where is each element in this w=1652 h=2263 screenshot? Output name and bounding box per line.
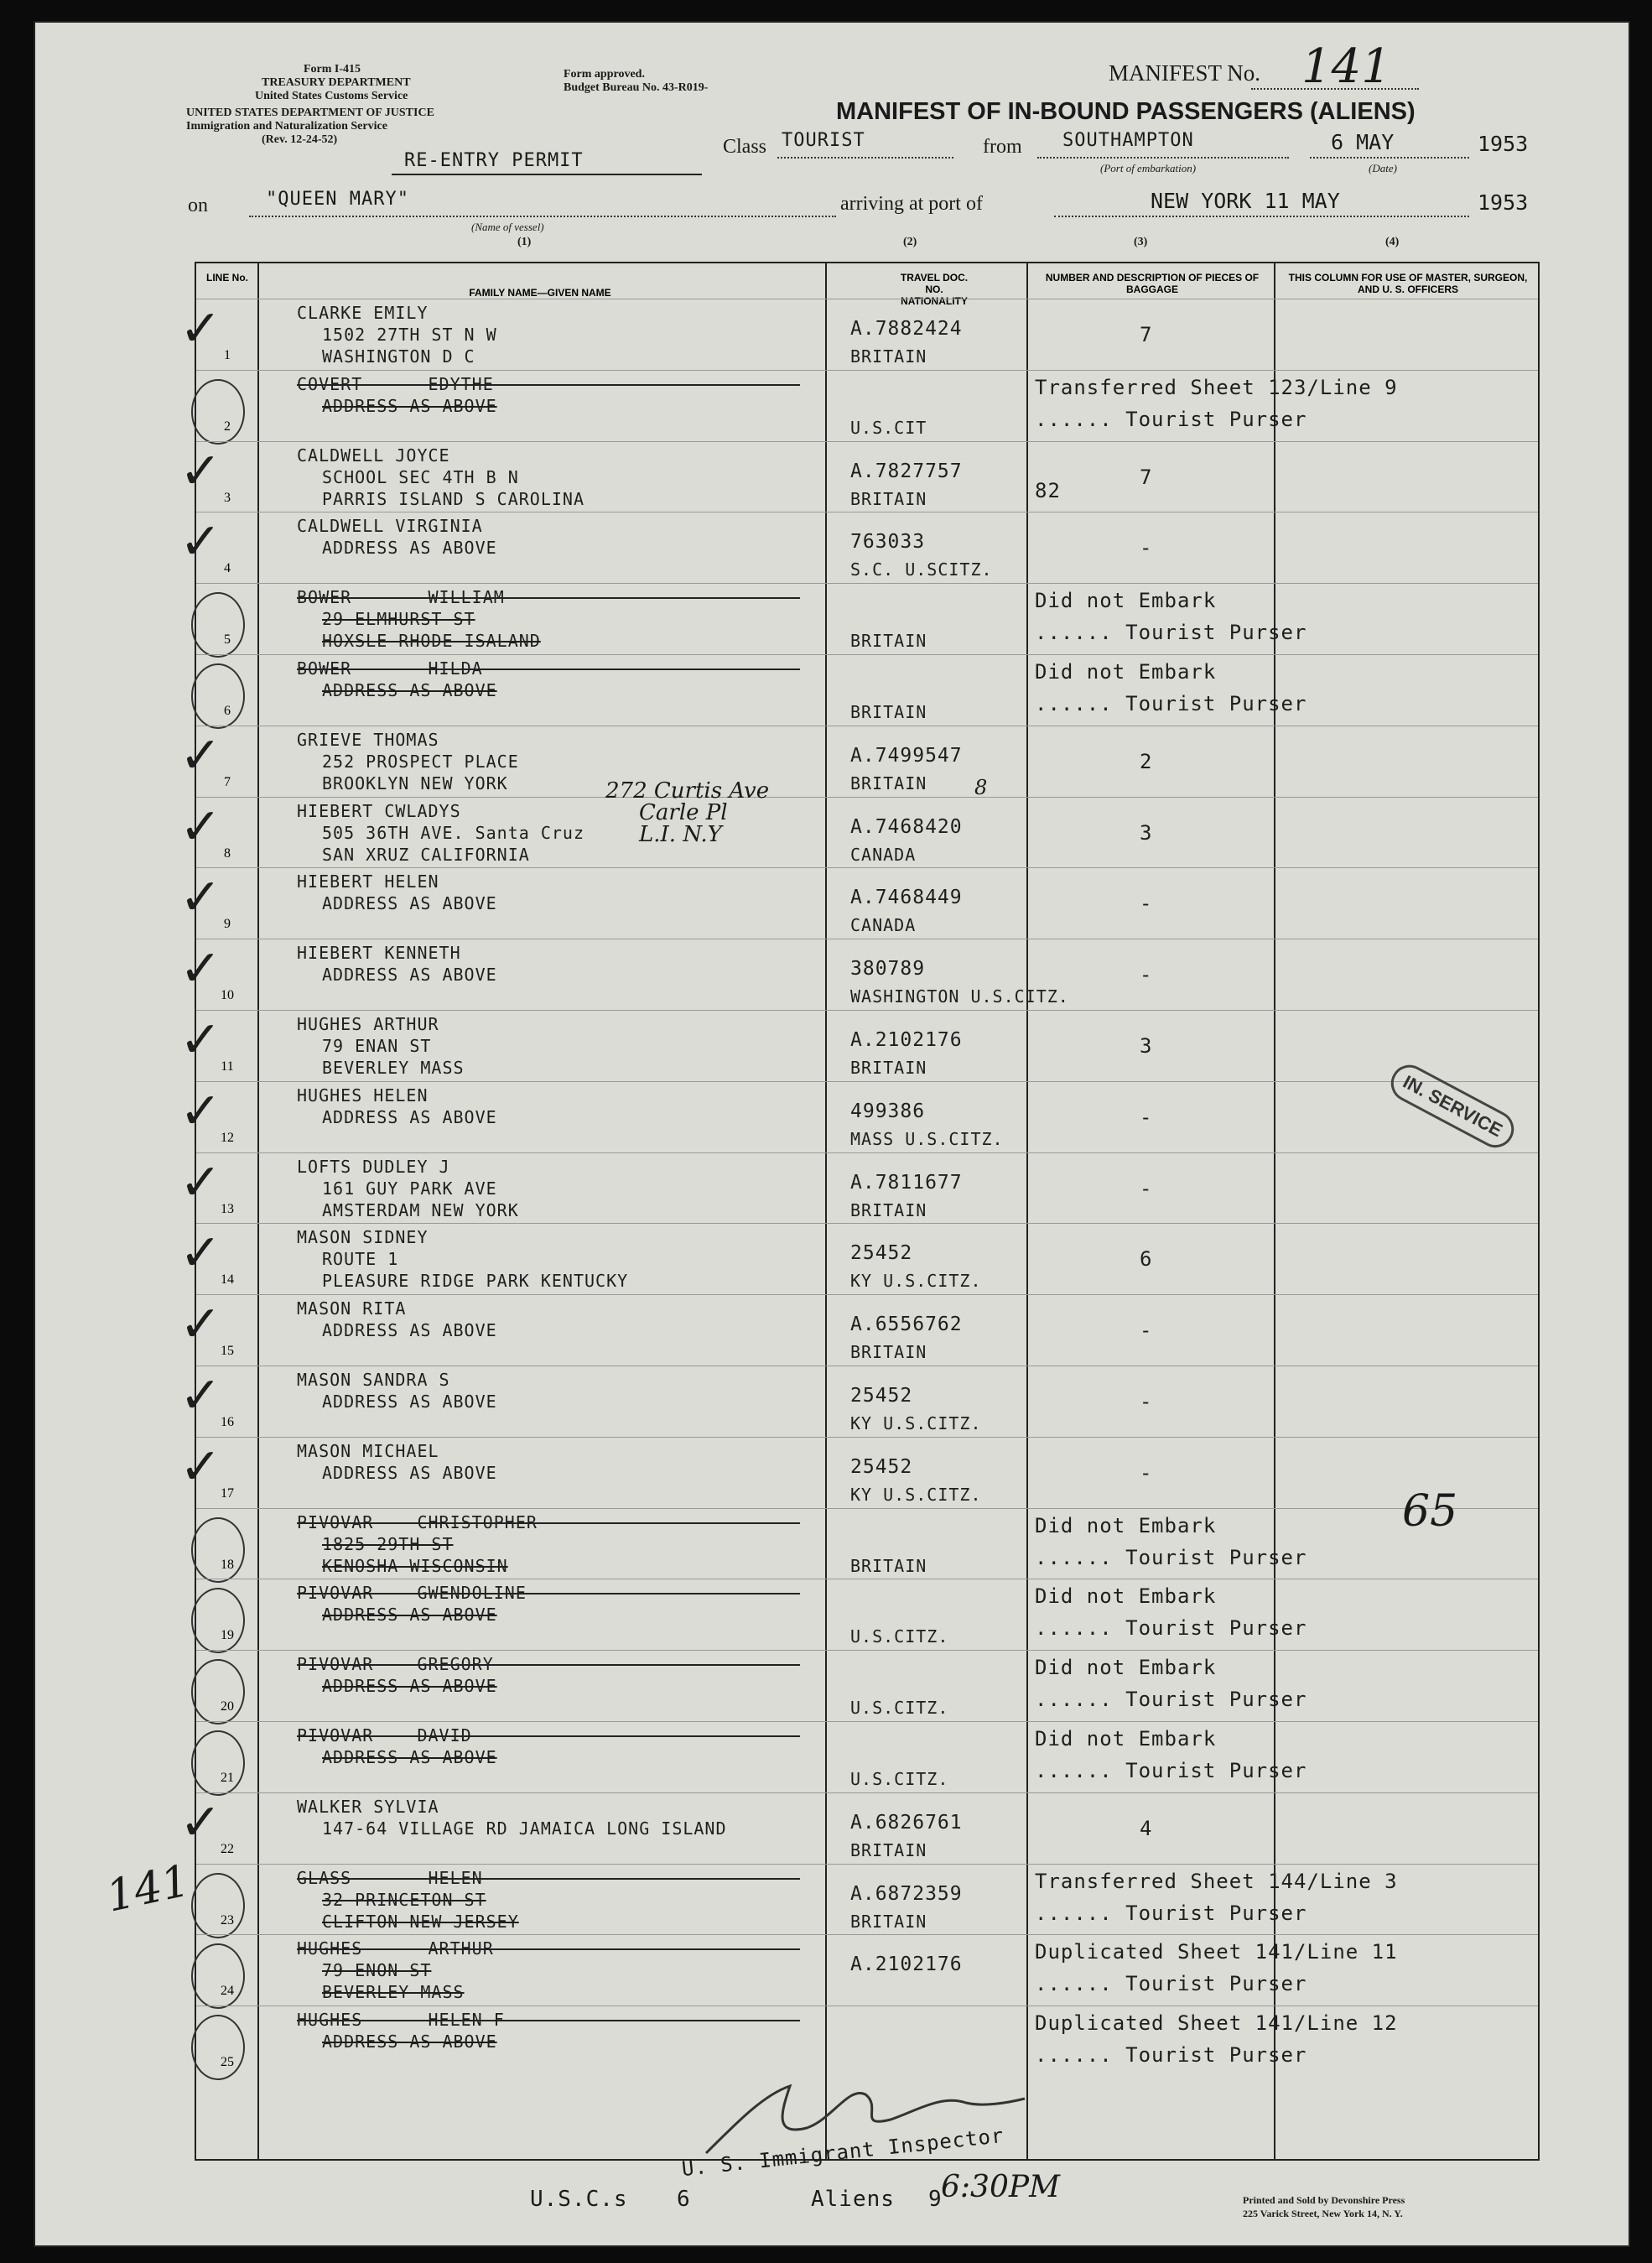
nationality: KY U.S.CITZ.	[850, 1413, 982, 1433]
address-line-2: BEVERLEY MASS	[322, 1982, 465, 2003]
address-line-1: ADDRESS AS ABOVE	[322, 1747, 497, 1767]
passenger-name: HUGHES------HELEN F	[297, 2010, 505, 2031]
officer-note-2: ...... Tourist Purser	[1035, 1616, 1307, 1641]
circle-mark	[191, 1873, 245, 1938]
travel-doc-number: A.6872359	[850, 1882, 963, 1905]
circle-mark	[191, 663, 245, 729]
officer-note-2: ...... Tourist Purser	[1035, 1688, 1307, 1712]
address-line-2: PARRIS ISLAND S CAROLINA	[322, 488, 584, 509]
form-id: Form I-415	[304, 63, 361, 75]
officer-note-2: 82	[1035, 478, 1061, 502]
nationality: BRITAIN	[850, 346, 927, 367]
strike-line	[297, 1735, 800, 1737]
nationality: S.C. U.SCITZ.	[850, 559, 993, 580]
travel-doc-number: A.7882424	[850, 318, 963, 340]
check-mark: ✓	[179, 1366, 222, 1425]
table-row	[196, 1864, 1538, 1937]
passenger-name: GLASS-------HELEN	[297, 1867, 483, 1888]
nationality: BRITAIN	[850, 702, 927, 722]
address-line-1: ADDRESS AS ABOVE	[322, 965, 497, 986]
baggage-count: 6	[1140, 1247, 1153, 1272]
table-row	[179, 441, 1538, 514]
baggage-count: -	[1140, 963, 1153, 987]
table-row	[196, 1579, 1538, 1652]
passenger-name: HUGHES HELEN	[297, 1085, 429, 1105]
address-line-2: BROOKLYN NEW YORK	[322, 773, 508, 793]
travel-doc-number: A.2102176	[850, 1029, 963, 1051]
strike-line	[297, 597, 800, 599]
address-line-2: AMSTERDAM NEW YORK	[322, 1199, 519, 1220]
address-line-1: 252 PROSPECT PLACE	[322, 751, 519, 772]
passenger-name: MASON SANDRA S	[297, 1370, 450, 1390]
year-2: 1953	[1478, 190, 1529, 215]
check-mark: ✓	[179, 868, 222, 928]
address-line-1: ADDRESS AS ABOVE	[322, 1106, 497, 1127]
check-mark: ✓	[179, 1792, 222, 1852]
col-ref-3: (3)	[1134, 236, 1148, 248]
address-line-2: HOXSLE RHODE ISALAND	[322, 631, 541, 652]
address-line-1: ADDRESS AS ABOVE	[322, 538, 497, 559]
nationality: MASS U.S.CITZ.	[850, 1128, 1004, 1149]
manifest-page	[34, 21, 1630, 2247]
customs-service: United States Customs Service	[255, 90, 408, 102]
address-line-1: ADDRESS AS ABOVE	[322, 395, 497, 416]
arrival-line	[1054, 216, 1469, 217]
passenger-name: GRIEVE THOMAS	[297, 729, 439, 750]
table-row	[196, 1934, 1538, 2007]
grieve-new-address-2: Carle Pl	[639, 800, 728, 825]
nationality: BRITAIN	[850, 1839, 927, 1860]
nationality: U.S.CITZ.	[850, 1698, 949, 1719]
vessel-name: "QUEEN MARY"	[266, 189, 409, 210]
strike-line	[297, 384, 800, 386]
address-line-1: 161 GUY PARK AVE	[322, 1178, 497, 1199]
usc-label: U.S.C.s	[530, 2187, 628, 2212]
check-mark: ✓	[179, 1224, 222, 1283]
address-line-1: ADDRESS AS ABOVE	[322, 1392, 497, 1412]
nationality: U.S.CITZ.	[850, 1626, 949, 1647]
table-row	[196, 2005, 1538, 2078]
passenger-name: PIVOVAR----CHRISTOPHER	[297, 1511, 538, 1532]
baggage-count: -	[1140, 1105, 1153, 1129]
address-line-2: PLEASURE RIDGE PARK KENTUCKY	[322, 1271, 629, 1292]
officer-note-1: Duplicated Sheet 141/Line 11	[1035, 1940, 1398, 1964]
baggage-count: 7	[1140, 465, 1153, 489]
service-stamp: IN. SERVICE	[1384, 1059, 1520, 1154]
officer-note-1: Transferred Sheet 144/Line 3	[1035, 1869, 1398, 1893]
nationality: BRITAIN	[850, 1342, 927, 1363]
nationality: BRITAIN	[850, 1058, 927, 1078]
line-number: 18	[221, 1557, 234, 1572]
address-line-1: ADDRESS AS ABOVE	[322, 1462, 497, 1483]
year-1: 1953	[1478, 132, 1529, 156]
vessel-line	[249, 216, 836, 217]
passenger-name: HIEBERT HELEN	[297, 871, 439, 892]
nationality: CANADA	[850, 915, 917, 936]
circle-mark	[191, 2015, 245, 2080]
officer-note-1: Transferred Sheet 123/Line 9	[1035, 375, 1398, 399]
manifest-line	[1251, 88, 1419, 90]
nationality: BRITAIN	[850, 631, 927, 652]
address-line-1: ADDRESS AS ABOVE	[322, 1676, 497, 1697]
table-row	[196, 1508, 1538, 1581]
passenger-name: CLARKE EMILY	[297, 303, 429, 323]
date-note: (Date)	[1369, 162, 1397, 174]
passenger-name: HIEBERT CWLADYS	[297, 800, 461, 821]
address-line-1: ROUTE 1	[322, 1249, 399, 1270]
class-line	[777, 157, 953, 159]
officer-note-2: ...... Tourist Purser	[1035, 1759, 1307, 1782]
address-line-1: 1825 29TH ST	[322, 1533, 454, 1554]
check-mark: ✓	[179, 797, 222, 856]
line-number: 22	[221, 1841, 234, 1856]
check-mark: ✓	[179, 1011, 222, 1069]
officer-note-2: ...... Tourist Purser	[1035, 1972, 1307, 1996]
header-baggage: NUMBER AND DESCRIPTION OF PIECES OF BAGGAGE	[1045, 272, 1260, 295]
table-row	[179, 867, 1538, 940]
circle-mark	[191, 1730, 245, 1796]
circle-mark	[191, 592, 245, 658]
line-number: 3	[224, 490, 231, 505]
passenger-name: WALKER SYLVIA	[297, 1796, 439, 1817]
address-line-1: 29 ELMHURST ST	[322, 609, 475, 630]
travel-doc-number: A.7468420	[850, 815, 963, 838]
class-label: Class	[723, 136, 767, 158]
line-number: 23	[221, 1912, 234, 1927]
baggage-count: 7	[1140, 323, 1153, 346]
officer-note-2: ...... Tourist Purser	[1035, 2043, 1307, 2068]
strike-line	[297, 1664, 800, 1666]
form-approved: Form approved.	[564, 68, 645, 81]
col-ref-2: (2)	[903, 236, 917, 248]
table-row	[196, 1721, 1538, 1794]
printer-line-2: 225 Varick Street, New York 14, N. Y.	[1243, 2208, 1403, 2219]
address-line-1: 32 PRINCETON ST	[322, 1889, 486, 1910]
address-line-1: ADDRESS AS ABOVE	[322, 1320, 497, 1341]
line-number: 20	[221, 1699, 234, 1714]
vessel-note: (Name of vessel)	[471, 221, 544, 233]
line-number: 5	[224, 632, 231, 648]
circle-mark	[191, 1517, 245, 1583]
officer-note-1: Did not Embark	[1035, 1584, 1217, 1609]
travel-doc-number: A.7468449	[850, 887, 963, 909]
travel-doc-number: 25452	[850, 1242, 913, 1265]
travel-doc-number: 499386	[850, 1100, 926, 1122]
check-mark: ✓	[179, 1081, 222, 1141]
reentry-permit: RE-ENTRY PERMIT	[404, 150, 584, 171]
address-line-1: ADDRESS AS ABOVE	[322, 680, 497, 700]
officer-note-2: ...... Tourist Purser	[1035, 1901, 1307, 1925]
baggage-count: -	[1140, 536, 1153, 560]
line-number: 7	[224, 774, 231, 789]
address-line-1: 1502 27TH ST N W	[322, 325, 497, 345]
grieve-new-address-1: 272 Curtis Ave	[605, 778, 770, 804]
baggage-count: -	[1140, 892, 1153, 916]
inspector-label: U. S. Immigrant Inspector	[680, 2123, 1005, 2182]
nationality: KY U.S.CITZ.	[850, 1271, 982, 1292]
officer-note-1: Did not Embark	[1035, 1727, 1217, 1751]
table-row	[179, 1081, 1538, 1154]
check-mark: ✓	[179, 1152, 222, 1212]
treasury-dept: TREASURY DEPARTMENT	[262, 76, 411, 89]
line-number: 12	[221, 1130, 234, 1145]
header-name: FAMILY NAME—GIVEN NAME	[469, 287, 611, 299]
travel-doc-number: A.7499547	[850, 744, 963, 767]
line-number: 25	[221, 2055, 234, 2070]
travel-doc-number: 25452	[850, 1385, 913, 1407]
manifest-title: MANIFEST OF IN-BOUND PASSENGERS (ALIENS)	[836, 98, 1416, 125]
line-number: 6	[224, 704, 231, 718]
table-row	[179, 1366, 1538, 1438]
passenger-name: PIVOVAR----DAVID	[297, 1725, 472, 1745]
circle-mark	[191, 1588, 245, 1653]
line-number: 2	[224, 419, 231, 434]
officer-note-1: Did not Embark	[1035, 1656, 1217, 1680]
nationality: BRITAIN	[850, 488, 927, 509]
line-number: 11	[221, 1059, 234, 1074]
passenger-name: HUGHES------ARTHUR	[297, 1938, 494, 1959]
nationality: BRITAIN	[850, 1555, 927, 1576]
baggage-count: -	[1140, 1460, 1153, 1485]
table-row	[179, 512, 1538, 585]
passenger-name: MASON RITA	[297, 1298, 407, 1319]
table-row	[196, 583, 1538, 656]
address-line-1: ADDRESS AS ABOVE	[322, 1605, 497, 1626]
strike-line	[297, 1593, 800, 1595]
line-number: 14	[221, 1272, 234, 1288]
check-mark: ✓	[179, 726, 222, 785]
ins-service: Immigration and Naturalization Service	[186, 120, 387, 133]
check-mark: ✓	[179, 1437, 222, 1496]
check-mark: ✓	[179, 1295, 222, 1355]
travel-doc-number: A.7811677	[850, 1171, 963, 1194]
table-row	[179, 1223, 1538, 1296]
passenger-name: MASON MICHAEL	[297, 1440, 439, 1461]
header-travel-doc: TRAVEL DOC. NO. NATIONALITY	[900, 272, 969, 307]
line-number: 16	[221, 1415, 234, 1429]
travel-doc-number: A.6556762	[850, 1314, 963, 1336]
passenger-name: LOFTS DUDLEY J	[297, 1156, 450, 1177]
arriving-label: arriving at port of	[840, 193, 983, 215]
strike-line	[297, 1522, 800, 1524]
check-mark: ✓	[179, 299, 222, 358]
from-value: SOUTHAMPTON	[1062, 130, 1194, 151]
address-line-2: BEVERLEY MASS	[322, 1058, 465, 1078]
table-row	[179, 1010, 1538, 1083]
nationality: BRITAIN	[850, 1911, 927, 1932]
col-ref-4: (4)	[1385, 236, 1400, 248]
table-row	[179, 1294, 1538, 1367]
address-line-2: SAN XRUZ CALIFORNIA	[322, 844, 530, 865]
table-row	[179, 726, 1538, 799]
circle-mark	[191, 1943, 245, 2009]
officer-note-2: ...... Tourist Purser	[1035, 407, 1307, 431]
officer-note-1: Did not Embark	[1035, 1513, 1217, 1537]
passenger-table	[179, 262, 1540, 2161]
officer-note-1: Did not Embark	[1035, 589, 1217, 613]
strike-line	[297, 668, 800, 670]
right-margin-mark: 65	[1402, 1486, 1458, 1537]
passenger-name: BOWER-------HILDA	[297, 658, 483, 679]
line-number: 1	[224, 348, 231, 362]
line-number: 17	[221, 1485, 234, 1501]
strike-line	[297, 1878, 800, 1880]
travel-doc-number: 763033	[850, 531, 926, 554]
passenger-name: PIVOVAR----GWENDOLINE	[297, 1583, 527, 1604]
inspector-signature	[689, 2069, 1042, 2162]
line-number: 8	[224, 845, 231, 861]
aliens-label: Aliens	[811, 2187, 895, 2212]
check-mark: ✓	[179, 512, 222, 572]
margin-number: 141	[101, 1855, 195, 1922]
table-row	[196, 654, 1538, 727]
manifest-label: MANIFEST No.	[1109, 60, 1261, 86]
travel-doc-number: 25452	[850, 1455, 913, 1478]
travel-doc-number: A.6826761	[850, 1811, 963, 1834]
class-value: TOURIST	[782, 130, 865, 151]
address-line-1: 79 ENON ST	[322, 1960, 432, 1981]
travel-doc-number: A.2102176	[850, 1953, 963, 1976]
table-row	[179, 1437, 1538, 1510]
nationality: WASHINGTON U.S.CITZ.	[850, 986, 1069, 1007]
col-ref-1: (1)	[517, 236, 532, 248]
nationality: CANADA	[850, 844, 917, 865]
check-mark: ✓	[179, 441, 222, 501]
line-number: 19	[221, 1628, 234, 1643]
address-line-2: KENOSHA WISCONSIN	[322, 1555, 508, 1576]
passenger-name: HUGHES ARTHUR	[297, 1014, 439, 1034]
grieve-baggage-extra: 8	[974, 776, 988, 799]
baggage-count: 4	[1140, 1816, 1153, 1840]
table-row	[196, 370, 1538, 443]
table-row	[179, 299, 1538, 372]
nationality: BRITAIN	[850, 773, 927, 793]
baggage-count: -	[1140, 1319, 1153, 1343]
baggage-count: 3	[1140, 820, 1153, 845]
arrival-time: 6:30PM	[941, 2170, 1060, 2204]
baggage-count: -	[1140, 1176, 1153, 1200]
nationality: BRITAIN	[850, 1199, 927, 1220]
address-line-1: SCHOOL SEC 4TH B N	[322, 466, 519, 487]
printer-line-1: Printed and Sold by Devonshire Press	[1243, 2194, 1405, 2206]
baggage-count: 2	[1140, 749, 1153, 773]
nationality: KY U.S.CITZ.	[850, 1484, 982, 1505]
line-number: 4	[224, 561, 231, 576]
nationality: U.S.CITZ.	[850, 1769, 949, 1789]
arrival-port-date: NEW YORK 11 MAY	[1151, 189, 1340, 213]
nationality: U.S.CIT	[850, 417, 927, 438]
table-row	[179, 797, 1538, 870]
passenger-name: COVERT------EDYTHE	[297, 373, 494, 394]
aliens-count: 9	[928, 2187, 943, 2212]
passenger-name: BOWER-------WILLIAM	[297, 587, 505, 608]
line-number: 13	[221, 1201, 234, 1216]
passenger-name: PIVOVAR----GREGORY	[297, 1654, 494, 1675]
address-line-1: 505 36TH AVE. Santa Cruz	[322, 822, 584, 843]
on-label: on	[188, 195, 208, 216]
passenger-name: CALDWELL JOYCE	[297, 445, 450, 466]
justice-dept: UNITED STATES DEPARTMENT OF JUSTICE	[186, 107, 434, 119]
address-line-1: ADDRESS AS ABOVE	[322, 2031, 497, 2052]
table-row	[179, 1792, 1538, 1865]
port-embark-note: (Port of embarkation)	[1100, 162, 1197, 174]
line-number: 10	[221, 988, 234, 1003]
travel-doc-number: A.7827757	[850, 460, 963, 482]
address-line-2: CLIFTON NEW JERSEY	[322, 1911, 519, 1932]
circle-mark	[191, 379, 245, 445]
line-number: 15	[221, 1344, 234, 1359]
address-line-1: 79 ENAN ST	[322, 1036, 432, 1056]
travel-doc-number: 380789	[850, 958, 926, 981]
baggage-count: 3	[1140, 1034, 1153, 1058]
budget-bureau: Budget Bureau No. 43-R019-	[564, 81, 709, 94]
strike-line	[297, 1948, 800, 1950]
table-row	[179, 1152, 1538, 1225]
passenger-name: MASON SIDNEY	[297, 1227, 429, 1248]
line-number: 9	[224, 917, 231, 932]
baggage-count: -	[1140, 1390, 1153, 1413]
permit-underline	[392, 174, 702, 175]
table-row	[179, 939, 1538, 1012]
grieve-new-address-3: L.I. N.Y	[639, 822, 722, 847]
manifest-number: 141	[1301, 39, 1391, 94]
officer-note-2: ...... Tourist Purser	[1035, 692, 1307, 715]
revision: (Rev. 12-24-52)	[262, 133, 338, 146]
strike-line	[297, 2020, 800, 2021]
officer-note-1: Duplicated Sheet 141/Line 12	[1035, 2011, 1398, 2036]
officer-note-1: Did not Embark	[1035, 660, 1217, 684]
header-officers: THIS COLUMN FOR USE OF MASTER, SURGEON, AND U. S. OFFICERS	[1288, 272, 1528, 295]
usc-count: 6	[677, 2187, 691, 2212]
passenger-name: HIEBERT KENNETH	[297, 943, 461, 964]
line-number: 21	[221, 1771, 234, 1785]
passenger-name: CALDWELL VIRGINIA	[297, 516, 483, 537]
officer-note-2: ...... Tourist Purser	[1035, 1545, 1307, 1569]
embark-date: 6 MAY	[1331, 130, 1395, 154]
check-mark: ✓	[179, 939, 222, 999]
circle-mark	[191, 1659, 245, 1725]
date-line	[1310, 157, 1469, 159]
officer-note-2: ...... Tourist Purser	[1035, 621, 1307, 645]
address-line-1: 147-64 VILLAGE RD JAMAICA LONG ISLAND	[322, 1818, 727, 1839]
from-line	[1037, 157, 1289, 159]
from-label: from	[983, 136, 1022, 158]
address-line-2: WASHINGTON D C	[322, 346, 475, 367]
line-number: 24	[221, 1984, 234, 1999]
table-row	[196, 1650, 1538, 1723]
address-line-1: ADDRESS AS ABOVE	[322, 893, 497, 914]
header-line-no: LINE No.	[206, 272, 248, 284]
